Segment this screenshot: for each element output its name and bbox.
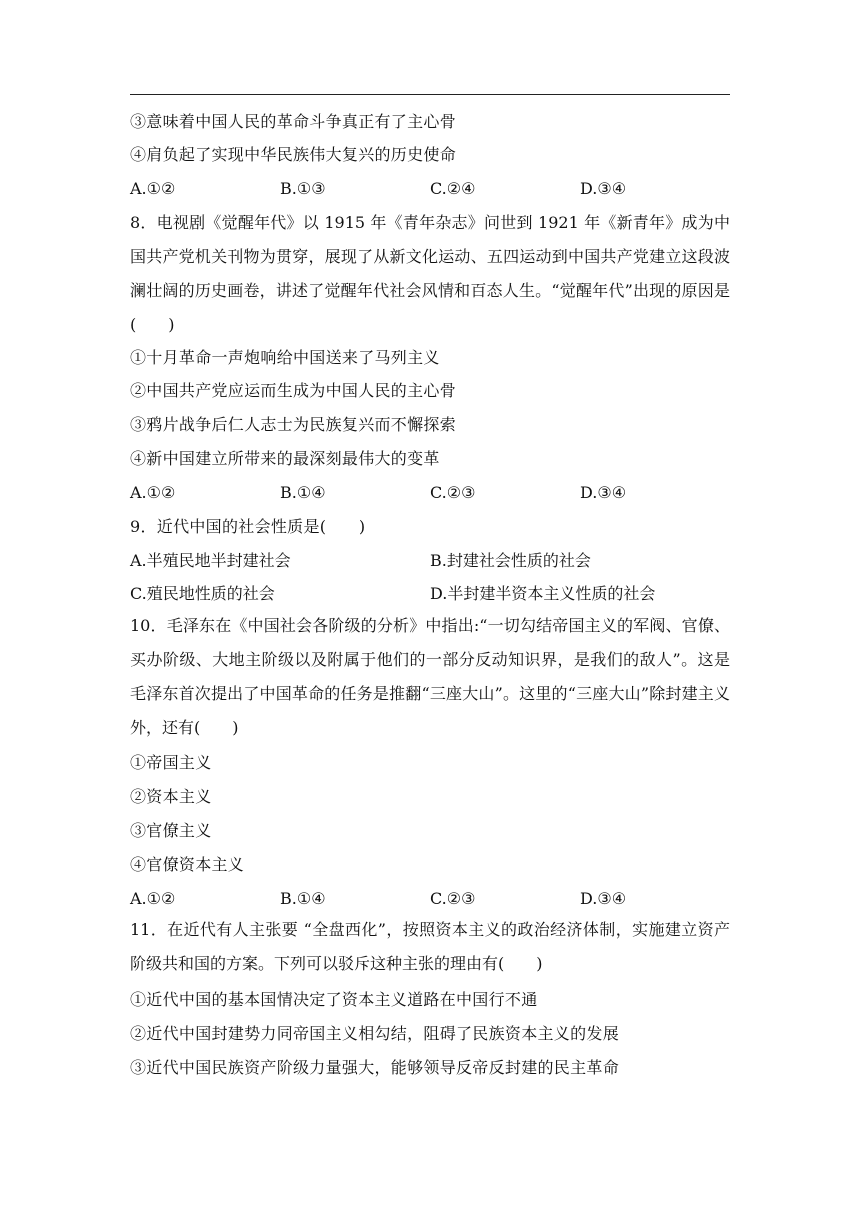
q8-option-a[interactable]: A.①② [130,483,176,502]
q11-item-2: ②近代中国封建势力同帝国主义相勾结，阻碍了民族资本主义的发展 [130,1024,620,1043]
q9-options-row-1 [130,551,730,571]
q8-option-c[interactable]: C.②③ [430,483,476,502]
q8-item-3: ③鸦片战争后仁人志士为民族复兴而不懈探索 [130,415,457,434]
q9-stem: 9．近代中国的社会性质是( ) [130,517,366,536]
q10-item-1: ①帝国主义 [130,753,212,772]
q11-item-1: ①近代中国的基本国情决定了资本主义道路在中国行不通 [130,990,538,1009]
q10-options [130,889,730,909]
header-rule [130,94,730,95]
q9-option-c[interactable]: C.殖民地性质的社会 [130,584,275,603]
q7-option-c[interactable]: C.②④ [430,179,476,198]
q11-item-3: ③近代中国民族资产阶级力量强大，能够领导反帝反封建的民主革命 [130,1058,620,1077]
q10-option-b[interactable]: B.①④ [280,889,326,908]
q10-option-c[interactable]: C.②③ [430,889,476,908]
q9-options-row-2 [130,584,730,604]
q8-stem: 8．电视剧《觉醒年代》以 1915 年《青年杂志》问世到 1921 年《新青年》成为中国共产党机关刊物为贯穿，展现了从新文化运动、五四运动到中国共产党建立这段波澜壮阔的历史画卷，讲述了觉醒年代社会风情和百态人生。“觉醒年代”出现的原因是( ) [130,213,730,334]
q11-stem: 11．在近代有人主张要 “全盘西化”，按照资本主义的政治经济体制，实施建立资产阶级共和国的方案。下列可以驳斥这种主张的理由有( ) [130,920,730,973]
q8-option-d[interactable]: D.③④ [580,483,627,502]
q7-option-b[interactable]: B.①③ [280,179,326,198]
q10-item-3: ③官僚主义 [130,821,212,840]
q8-options [130,483,730,503]
q8-item-4: ④新中国建立所带来的最深刻最伟大的变革 [130,449,440,468]
q8-item-1: ①十月革命一声炮响给中国送来了马列主义 [130,348,440,367]
q10-item-2: ②资本主义 [130,787,212,806]
q8-item-2: ②中国共产党应运而生成为中国人民的主心骨 [130,381,457,400]
q10-stem: 10．毛泽东在《中国社会各阶级的分析》中指出:“一切勾结帝国主义的军阀、官僚、买办阶级、大地主阶级以及附属于他们的一部分反动知识界，是我们的敌人”。这是毛泽东首次提出了中国革命的任务是推翻“三座大山”。这里的“三座大山”除封建主义外，还有( ) [130,616,730,737]
q7-item-4: ④肩负起了实现中华民族伟大复兴的历史使命 [130,145,457,164]
q10-option-a[interactable]: A.①② [130,889,176,908]
q8-option-b[interactable]: B.①④ [280,483,326,502]
q9-option-a[interactable]: A.半殖民地半封建社会 [130,551,291,570]
q10-option-d[interactable]: D.③④ [580,889,627,908]
q7-option-d[interactable]: D.③④ [580,179,627,198]
q7-option-a[interactable]: A.①② [130,179,176,198]
q10-item-4: ④官僚资本主义 [130,855,245,874]
q7-item-3: ③意味着中国人民的革命斗争真正有了主心骨 [130,112,457,131]
q7-options [130,179,730,199]
q9-option-d[interactable]: D.半封建半资本主义性质的社会 [430,584,656,603]
q9-option-b[interactable]: B.封建社会性质的社会 [430,551,591,570]
